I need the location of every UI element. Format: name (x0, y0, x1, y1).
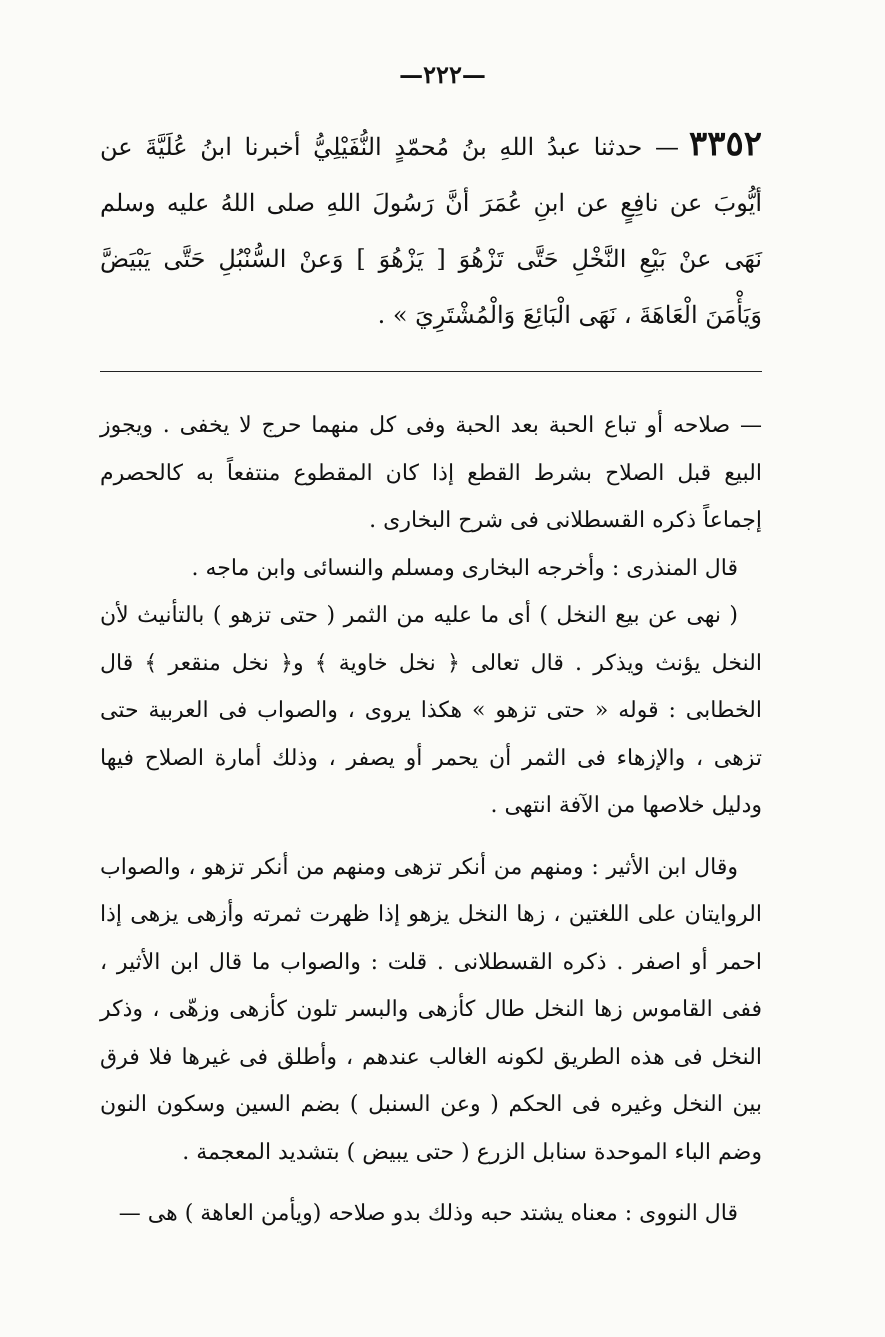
commentary-paragraph: قال النووى : معناه يشتد حبه وذلك بدو صلاحه (ويأمن العاهة ) هى — (118, 1201, 738, 1226)
commentary-paragraph: قال المنذرى : وأخرجه البخارى ومسلم والنسائى وابن ماجه . (191, 555, 738, 581)
section-divider (100, 371, 762, 372)
commentary-paragraph: وقال ابن الأثير : ومنهم من أنكر تزهى ومنهم من أنكر تزهو ، والصواب الروايتان على اللغتين ، زها النخل يزهو إذا ظهرت ثمرته وأزهى يزهى إذا احمر أو اصفر . ذكره القسطلانى . قلت : والصواب ما قال ابن الأثير ، ففى القاموس زها النخل طال كأزهى والبسر تلون كأزهى وزهّى ، وذكر النخل فى هذه الطريق لكونه الغالب عندهم ، وأطلق فى غيرها فلا فرق بين النخل وغيره فى الحكم ( وعن السنبل ) بضم السين وسكون النون وضم الباء الموحدة سنابل الزرع ( حتى يبيض ) بتشديد المعجمة . (100, 854, 762, 1165)
page-number: —٢٢٢— (399, 60, 486, 89)
commentary-paragraph: — صلاحه أو تباع الحبة بعد الحبة وفى كل منهما حرج لا يخفى . ويجوز البيع قبل الصلاح بشرط القطع إذا كان المقطوع منتفعاً به كالحصرم إجماعاً ذكره القسطلانى فى شرح البخارى . (100, 413, 762, 533)
hadith-number: ٣٣٥٢ (688, 124, 762, 164)
commentary-block (100, 402, 762, 1238)
hadith-body: — حدثنا عبدُ اللهِ بنُ مُحمّدٍ النُّفَيْلِيُّ أخبرنا ابنُ عُلَيَّةَ عن أيُّوبَ عن نافِعٍ عن ابنِ عُمَرَ أنَّ رَسُولَ اللهِ صلى اللهُ عليه وسلم نَهَى عنْ بَيْعِ النَّخْلِ حَتَّى تَزْهُوَ [ يَزْهُوَ ] وَعنْ السُّنْبُلِ حَتَّى يَبْيَضَّ وَيَأْمَنَ الْعَاهَةَ ، نَهَى الْبَائِعَ وَالْمُشْتَرِيَ » . (100, 133, 762, 329)
hadith-text-block (100, 116, 762, 343)
commentary-paragraph: ( نهى عن بيع النخل ) أى ما عليه من الثمر ( حتى تزهو ) بالتأنيث لأن النخل يؤنث ويذكر . قال تعالى ﴿ نخل خاوية ﴾ و﴿ نخل منقعر ﴾ قال الخطابى : قوله « حتى تزهو » هكذا يروى ، والصواب فى العربية حتى تزهى ، والإزهاء فى الثمر أن يحمر أو يصفر ، وذلك أمارة الصلاح فيها ودليل خلاصها من الآفة انتهى . (100, 603, 762, 818)
